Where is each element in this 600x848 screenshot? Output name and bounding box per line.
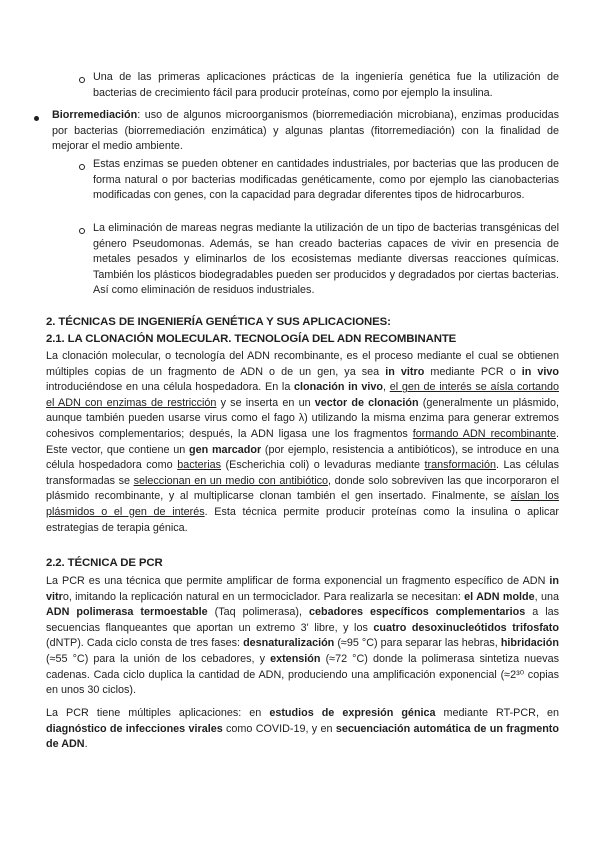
sub-bullet-insulin: Una de las primeras aplicaciones prácticas de la ingeniería genética fue la utilización de bacterias de crecimiento fácil para producir proteínas, como por ejemplo la insulina. bbox=[93, 71, 559, 99]
circle-bullet-icon bbox=[79, 228, 85, 234]
clonacion-paragraph: La clonación molecular, o tecnología del ADN recombinante, es el proceso mediante el cual se obtienen múltiples copias de un fragmento de ADN o de un gen, ya sea in vitro mediante PCR o in vivo introduciéndose en una célula hospedadora. En la clonación in vivo, el gen de interés se aísla cortando el ADN con enzimas de restricción y se inserta en un vector de clonación (generalmente un plásmido, aunque también pueden usarse virus como el fago λ) utilizando la misma enzima para generar extremos cohesivos complementarios; después, la ADN ligasa une los fragmentos formando ADN recombinante. Este vector, que contiene un gen marcador (por ejemplo, resistencia a antibióticos), se introduce en una célula hospedadora como bacterias (Escherichia coli) o levaduras mediante transformación. Las células transformadas se seleccionan en un medio con antibiótico, donde solo sobreviven las que incorporaron el plásmido recombinante, y al multiplicarse clonan también el gen insertado. Finalmente, se aíslan los plásmidos o el gen de interés. Esta técnica permite producir proteínas como la insulina o aplicar estrategias de terapia génica. bbox=[46, 350, 560, 534]
section-2-1-heading: 2.1. LA CLONACIÓN MOLECULAR. TECNOLOGÍA DEL ADN RECOMBINANTE bbox=[46, 333, 457, 345]
pcr-paragraph: La PCR es una técnica que permite amplificar de forma exponencial un fragmento específico de ADN in vitro, imitando la replicación natural en un termociclador. Para realizarla se necesitan: el ADN molde, una ADN polimerasa termoestable (Taq polimerasa), cebadores específicos complementarios a las secuencias flanqueantes que aportan un extremo 3' libre, y los cuatro desoxinucleótidos trifosfato (dNTP). Cada ciclo consta de tres fases: desnaturalización (≈95 °C) para separar las hebras, hibridación (≈55 °C) para la unión de los cebadores, y extensión (≈72 °C) donde la polimerasa sintetiza nuevas cadenas. Cada ciclo duplica la cantidad de ADN, produciendo una amplificación exponencial (≈2³⁰ copias en unos 30 ciclos). bbox=[46, 575, 560, 697]
circle-bullet-icon bbox=[79, 164, 85, 170]
circle-bullet-icon bbox=[79, 77, 85, 83]
sub-bullet-enzimas: Estas enzimas se pueden obtener en cantidades industriales, por bacterias que las producen de forma natural o por bacterias modificadas genéticamente, como por ejemplo las cianobacterias modificadas con genes, con la capacidad para degradar diferentes tipos de hidrocarburos. bbox=[93, 158, 559, 202]
sub-bullet-mareas-negras: La eliminación de mareas negras mediante la utilización de un tipo de bacterias transgénicas del género Pseudomonas. Además, se han creado bacterias capaces de vivir en presencia de metales pesados y eliminarlos de los ecosistemas mediante diversas reacciones químicas. También los plásticos biodegradables pueden ser producidos y degradados por ciertas bacterias. Así como eliminación de residuos industriales. bbox=[93, 222, 559, 297]
bullet-biorremediacion: Biorremediación: uso de algunos microorganismos (biorremediación microbiana), enzimas producidas por bacterias (biorremediación enzimática) y algunas plantas (fitorremediación) con la finalidad de mejorar el medio ambiente. bbox=[52, 109, 559, 153]
section-2-heading: 2. TÉCNICAS DE INGENIERÍA GENÉTICA Y SUS APLICACIONES: bbox=[46, 316, 391, 328]
disc-bullet-icon bbox=[34, 116, 39, 121]
section-2-2-heading: 2.2. TÉCNICA DE PCR bbox=[46, 557, 163, 569]
pcr-applications-paragraph: La PCR tiene múltiples aplicaciones: en estudios de expresión génica mediante RT-PCR, en diagnóstico de infecciones virales como COVID-19, y en secuenciación automática de un fragmento de ADN. bbox=[46, 707, 559, 751]
